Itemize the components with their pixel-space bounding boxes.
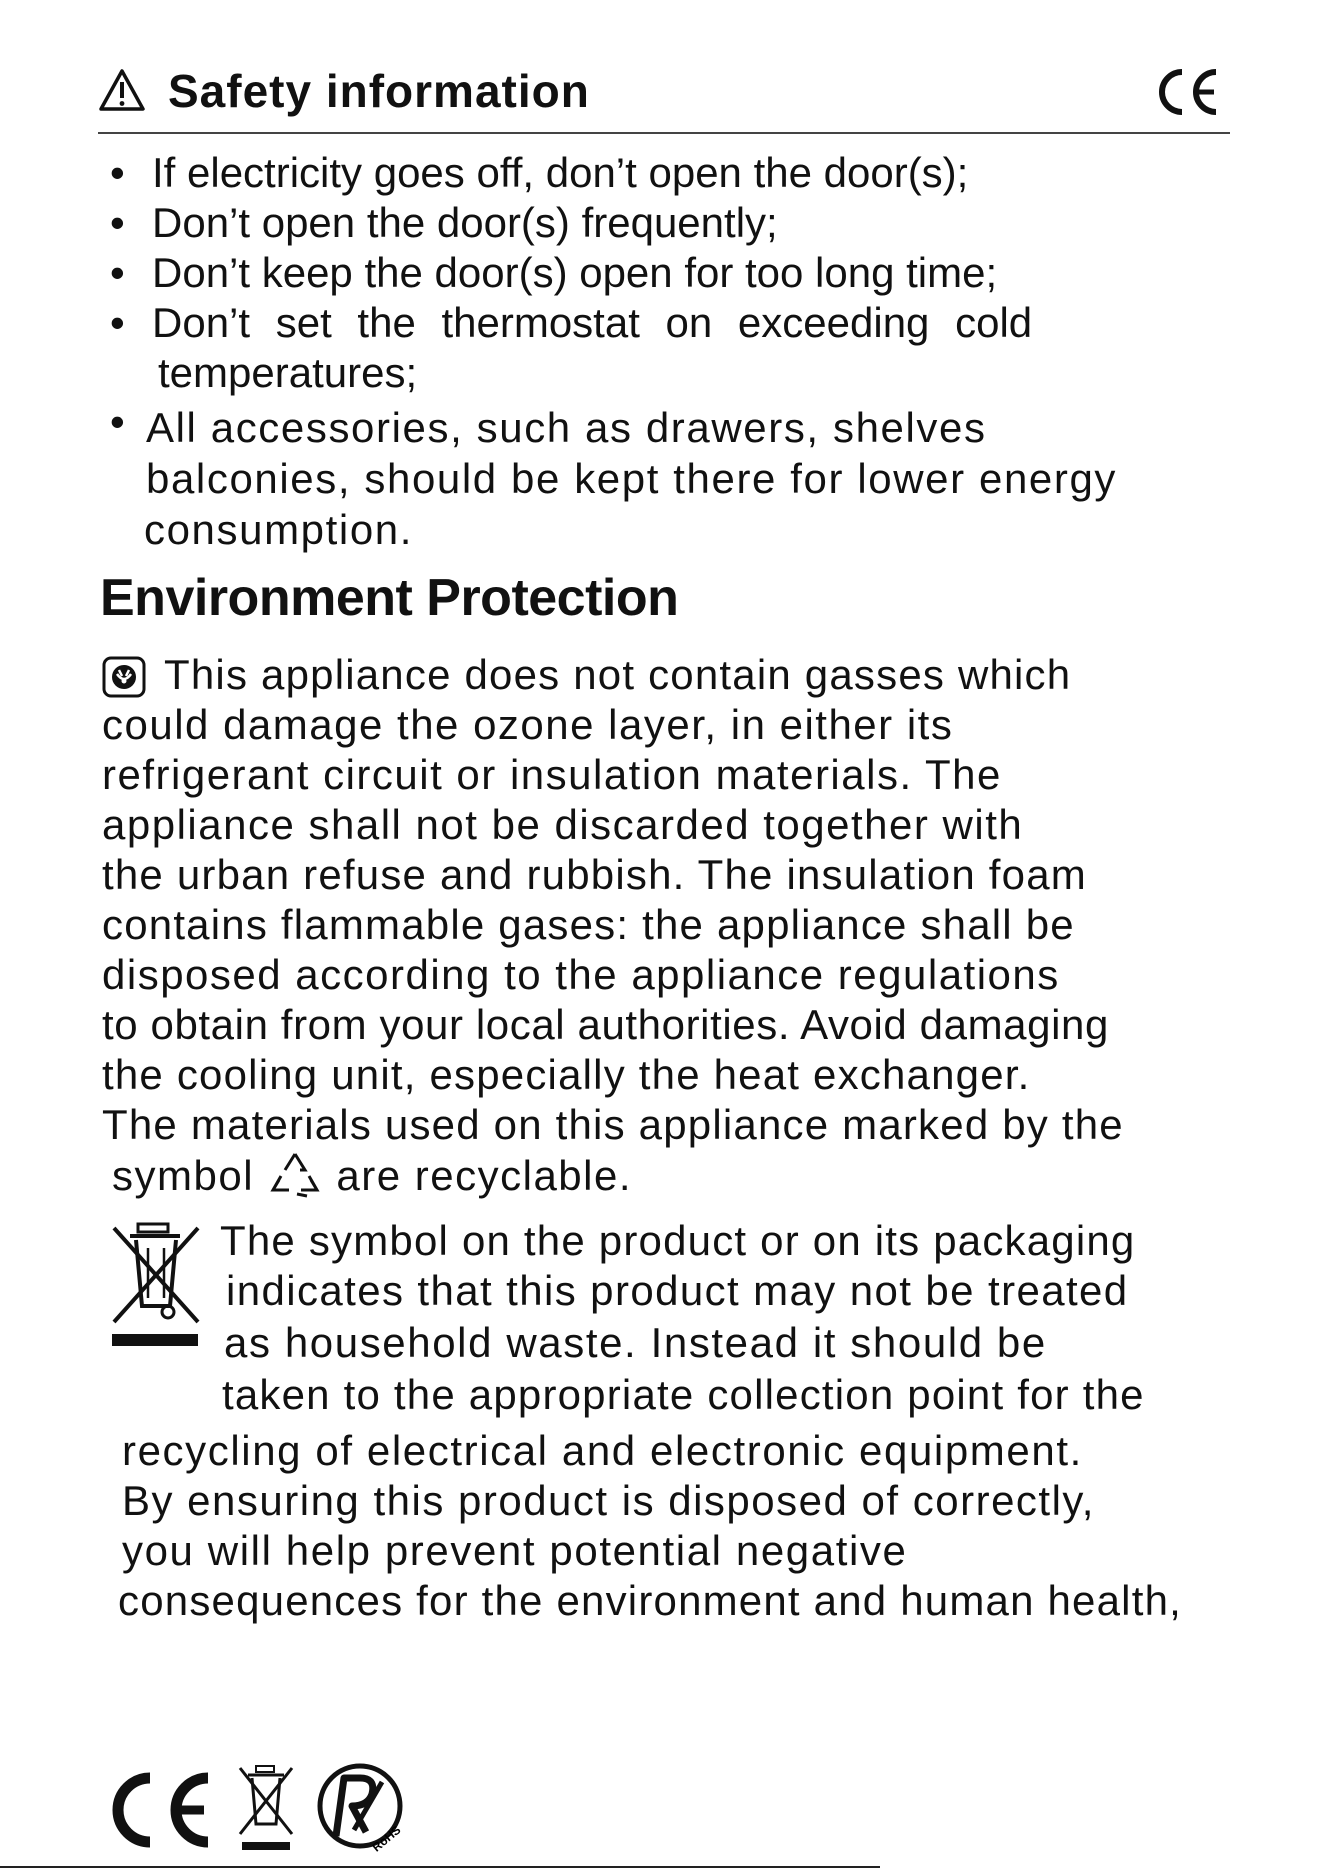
paragraph-line: refrigerant circuit or insulation materials. The bbox=[102, 751, 1002, 798]
weee-line: consequences for the environment and human health, bbox=[118, 1577, 1183, 1624]
environment-title: Environment Protection bbox=[100, 569, 679, 627]
paragraph-line: the urban refuse and rubbish. The insulation foam bbox=[102, 851, 1087, 898]
weee-line: as household waste. Instead it should be bbox=[224, 1319, 1047, 1366]
weee-line: The symbol on the product or on its packaging bbox=[220, 1217, 1136, 1264]
paragraph-line: contains flammable gases: the appliance shall be bbox=[102, 901, 1075, 948]
safety-title: Safety information bbox=[168, 65, 590, 117]
paragraph-line: the cooling unit, especially the heat exchanger. bbox=[102, 1051, 1031, 1098]
warning-triangle-icon bbox=[98, 68, 146, 112]
ce-mark-icon bbox=[1152, 66, 1222, 118]
paragraph-line: The materials used on this appliance marked by the bbox=[102, 1101, 1124, 1148]
recycle-icon bbox=[267, 1150, 323, 1200]
section-header bbox=[98, 62, 1230, 132]
crossed-bin-icon bbox=[110, 1222, 210, 1352]
paragraph-line: to obtain from your local authorities. Avoid damaging bbox=[102, 1001, 1109, 1048]
svg-text:RoHS: RoHS bbox=[369, 1822, 404, 1855]
footer-logos bbox=[104, 1760, 404, 1860]
ozone-safe-icon bbox=[102, 656, 146, 698]
paragraph-line: disposed according to the appliance regulations bbox=[102, 951, 1060, 998]
crossed-bin-icon bbox=[236, 1764, 296, 1854]
recycle-line: symbol are recyclable. bbox=[112, 1152, 633, 1199]
weee-line: indicates that this product may not be treated bbox=[226, 1267, 1129, 1314]
paragraph-line: could damage the ozone layer, in either its bbox=[102, 701, 954, 748]
header-rule bbox=[98, 132, 1230, 134]
footer-rule bbox=[0, 1866, 880, 1868]
paragraph-line: This appliance does not contain gasses which bbox=[164, 651, 1072, 698]
rohs-icon bbox=[314, 1760, 410, 1856]
manual-page: Safety information • If electricity goes off, don’t open the door(s); • Don’t open the door(s) frequently; • Don’t keep the door(s) open for too long time; • Don’t set the thermostat on exceeding cold temperatures; • All accessories, such as drawers, shelves balconies, should be kept there for lower energy consumption. Environment Protection This appliance does not contain gasses which could damage the ozone layer, in either its refrigerant circuit or insulation materials. The appliance shall not be discarded together with the urban refuse and rubbish. The insulation foam contains flammable gases: the appliance shall be disposed according to the appliance regulations to obtain from your local authorities. Avoid damaging the cooling unit, especially the heat exchanger. The materials used on this appliance marked by the symbol are recyclable. The symbol on the product or on its packaging indicates that this product may not be treated as household waste. Instead it should be taken to the appropriate collection point for the recycling of electrical and electronic equipment. By ensuring this product is disposed of correctly, you will help prevent potential negative consequences for the environment and human health, RoHS bbox=[0, 0, 1324, 1872]
weee-line: you will help prevent potential negative bbox=[122, 1527, 908, 1574]
ce-mark-icon bbox=[104, 1770, 214, 1850]
weee-line: recycling of electrical and electronic equipment. bbox=[122, 1427, 1083, 1474]
paragraph-line: appliance shall not be discarded together with bbox=[102, 801, 1024, 848]
weee-line: By ensuring this product is disposed of correctly, bbox=[122, 1477, 1095, 1524]
weee-line: taken to the appropriate collection point for the bbox=[222, 1371, 1145, 1418]
